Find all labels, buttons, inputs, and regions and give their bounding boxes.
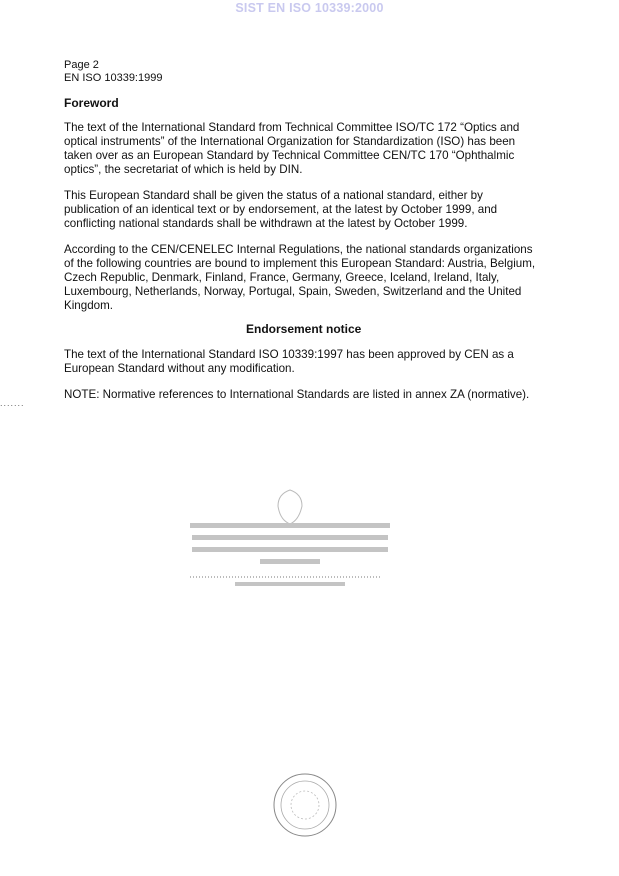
office-stamp [180, 485, 400, 605]
foreword-paragraph-2 [64, 189, 584, 231]
text-line: Czech Republic, Denmark, Finland, France, Germany, Greece, Iceland, Ireland, Italy, [64, 271, 500, 284]
text-line: optical instruments” of the International Organization for Standardization (ISO) has been [64, 135, 516, 148]
text-line: of the following countries are bound to implement this European Standard: Austria, Belgium, [64, 257, 536, 270]
text-line: Kingdom. [64, 299, 113, 312]
text-line: conflicting national standards shall be withdrawn at the latest by October 1999. [64, 217, 468, 230]
endorsement-heading: Endorsement notice [246, 322, 362, 336]
standard-number: EN ISO 10339:1999 [64, 72, 163, 84]
text-line: The text of the International Standard ISO 10339:1997 has been approved by CEN as a [64, 348, 514, 361]
round-seal [270, 770, 340, 840]
note-paragraph [64, 388, 584, 402]
text-line: European Standard without any modification. [64, 362, 295, 375]
endorsement-paragraph [64, 348, 584, 376]
watermark: SIST EN ISO 10339:2000 [235, 1, 384, 15]
text-line: optics”, the secretariat of which is held by DIN. [64, 163, 303, 176]
foreword-paragraph-3 [64, 243, 584, 313]
foreword-paragraph-1 [64, 121, 584, 177]
text-line: publication of an identical text or by endorsement, at the latest by October 1999, and [64, 203, 498, 216]
text-line: According to the CEN/CENELEC Internal Regulations, the national standards organizations [64, 243, 533, 256]
text-line: taken over as an European Standard by Technical Committee CEN/TC 170 “Ophthalmic [64, 149, 515, 162]
page-header [64, 59, 162, 85]
foreword-heading: Foreword [64, 96, 119, 110]
page-number: Page 2 [64, 59, 99, 71]
text-line: This European Standard shall be given the status of a national standard, either by [64, 189, 483, 202]
margin-dots: ....... [0, 398, 25, 408]
text-line: The text of the International Standard from Technical Committee ISO/TC 172 “Optics and [64, 121, 520, 134]
text-line: Luxembourg, Netherlands, Norway, Portugal, Spain, Sweden, Switzerland and the United [64, 285, 522, 298]
text-line: NOTE: Normative references to International Standards are listed in annex ZA (normative). [64, 388, 530, 401]
